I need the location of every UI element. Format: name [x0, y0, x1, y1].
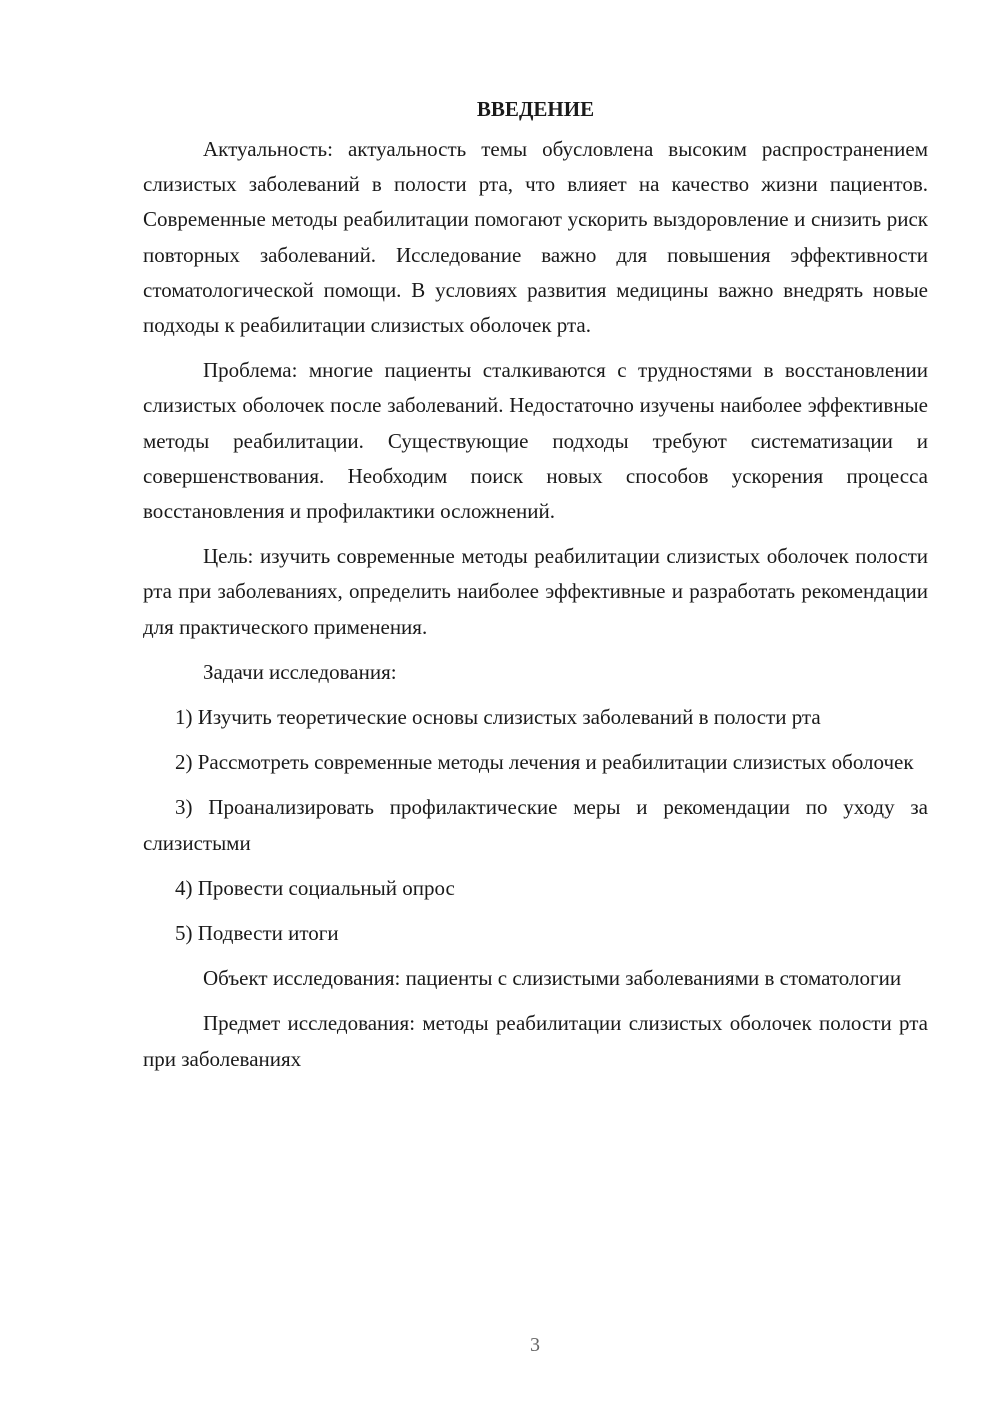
research-object: Объект исследования: пациенты с слизистыми заболеваниями в стоматологии	[203, 966, 902, 991]
relevance-paragraph: Актуальность: актуальность темы обусловлена высоким распространением слизистых заболеваний в полости рта, что влияет на качество жизни пациентов. Современные методы реабилитации помогают ускорить выздоровление и снизить риск повторных заболеваний. Исследование важно для повышения эффективности стоматологической помощи. В условиях развития медицины важно внедрять новые подходы к реабилитации слизистых оболочек рта.	[143, 137, 928, 338]
research-subject: Предмет исследования: методы реабилитации слизистых оболочек полости рта при заболеваниях	[143, 1011, 928, 1071]
task-item-4: 4) Провести социальный опрос	[175, 875, 455, 900]
task-item-1: 1) Изучить теоретические основы слизистых заболеваний в полости рта	[175, 705, 821, 730]
page-title: ВВЕДЕНИЕ	[476, 97, 595, 121]
tasks-heading: Задачи исследования:	[203, 659, 397, 684]
page-number: 3	[530, 1334, 540, 1356]
document-page	[143, 94, 928, 1087]
task-item-3: 3) Проанализировать профилактические меры и рекомендации по уходу за слизистыми	[143, 795, 928, 855]
problem-paragraph: Проблема: многие пациенты сталкиваются с трудностями в восстановлении слизистых оболочек после заболеваний. Недостаточно изучены наиболее эффективные методы реабилитации. Существующие подходы требуют систематизации и совершенствования. Необходим поиск новых способов ускорения процесса восстановления и профилактики осложнений.	[143, 358, 928, 524]
task-item-5: 5) Подвести итоги	[175, 921, 339, 946]
goal-paragraph: Цель: изучить современные методы реабилитации слизистых оболочек полости рта при заболеваниях, определить наиболее эффективные и разработать рекомендации для практического применения.	[143, 544, 928, 639]
task-item-2: 2) Рассмотреть современные методы лечения и реабилитации слизистых оболочек	[175, 750, 914, 775]
